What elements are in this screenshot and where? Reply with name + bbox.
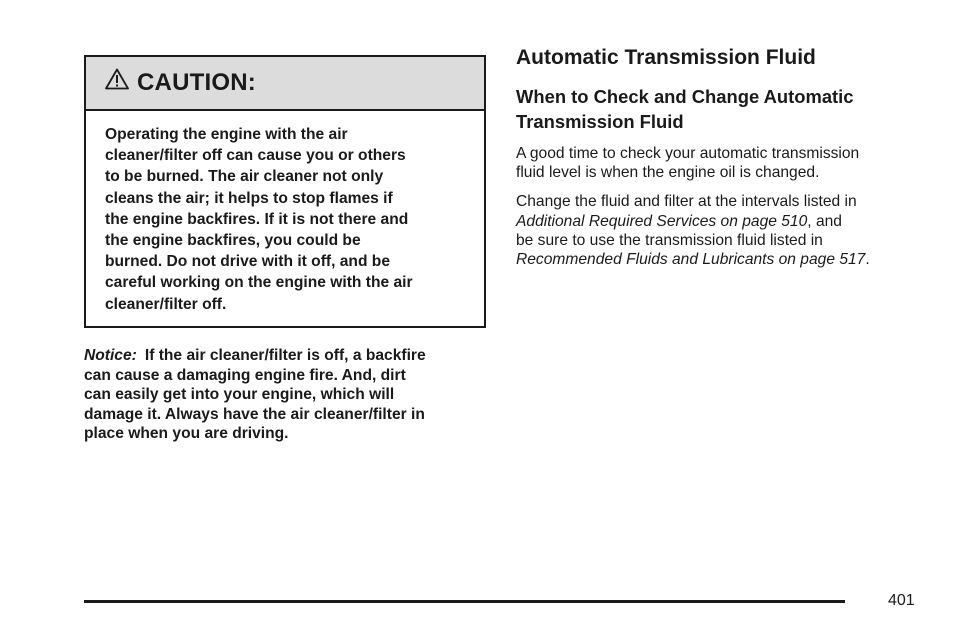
caution-box: [84, 55, 486, 328]
notice-line: can cause a damaging engine fire. And, dirt: [84, 366, 406, 384]
para-line: be sure to use the transmission fluid listed in: [516, 231, 823, 249]
caution-line: cleaner/filter off.: [105, 295, 227, 313]
para-line: A good time to check your automatic transmission: [516, 145, 860, 162]
para-text: , and: [807, 212, 842, 230]
caution-line: the engine backfires. If it is not there and: [105, 210, 409, 228]
para-line: Change the fluid and filter at the intervals listed in: [516, 193, 857, 211]
change-intervals-paragraph: [516, 192, 926, 269]
subsection-title-line: Transmission Fluid: [516, 111, 684, 132]
caution-line: Operating the engine with the air: [105, 126, 348, 143]
caution-line: cleans the air; it helps to stop flames if: [105, 189, 393, 207]
para-line: [516, 250, 926, 269]
caution-header: [86, 57, 484, 111]
notice-paragraph: [84, 346, 486, 444]
notice-line: can easily get into your engine, which will: [84, 386, 395, 404]
caution-line: the engine backfires, you could be: [105, 232, 361, 250]
para-line: fluid level is when the engine oil is changed.: [516, 164, 820, 182]
caution-title: CAUTION:: [137, 69, 256, 96]
notice-label: Notice:: [84, 347, 137, 364]
caution-line: to be burned. The air cleaner not only: [105, 168, 384, 186]
caution-line: careful working on the engine with the air: [105, 274, 413, 292]
additional-services-reference: Additional Required Services on page 510: [516, 212, 808, 230]
para-line: [516, 212, 926, 231]
notice-line: damage it. Always have the air cleaner/filter in: [84, 405, 425, 423]
recommended-fluids-reference: Recommended Fluids and Lubricants on page 517: [516, 251, 866, 269]
caution-line: burned. Do not drive with it off, and be: [105, 253, 391, 271]
caution-line: cleaner/filter off can cause you or others: [105, 147, 406, 165]
notice-line-text: If the air cleaner/filter is off, a backfire: [144, 347, 426, 364]
check-timing-paragraph: [516, 144, 926, 182]
subsection-title-line: When to Check and Change Automatic: [516, 86, 854, 107]
notice-line: [84, 346, 486, 366]
para-text: .: [865, 251, 870, 269]
section-title: Automatic Transmission Fluid: [516, 46, 816, 69]
subsection-title: [516, 84, 926, 134]
notice-line: place when you are driving.: [84, 425, 289, 443]
caution-text: [86, 111, 484, 315]
page-number: 401: [888, 592, 915, 609]
warning-triangle-icon: [105, 72, 137, 95]
footer-rule: [84, 600, 845, 603]
transmission-section: [516, 44, 926, 269]
